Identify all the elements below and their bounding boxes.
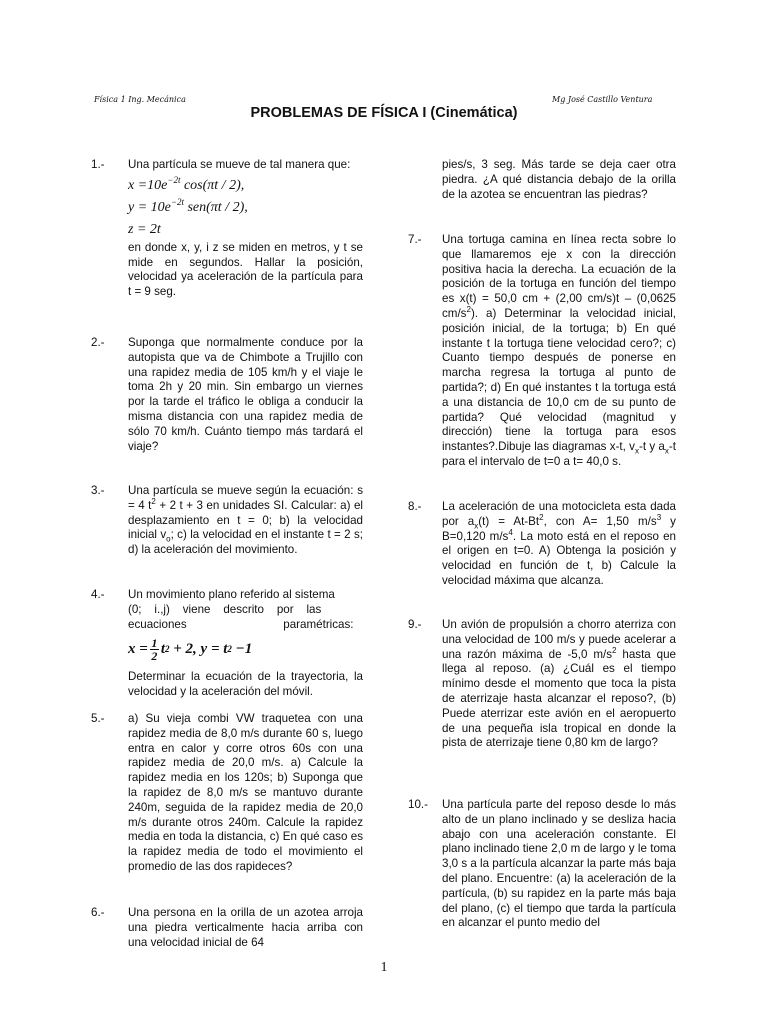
problem-9-text: Un avión de propulsión a chorro aterriza con una velocidad de 100 m/s y puede acelerar a una razón máxima de -5,0 $m/s^2$ hasta que llega al reposo. (a) ¿Cuál es el tiempo mínimo desde el momento que toca la pista de aterrizaje hasta alcanzar el reposo?, (b) Puede aterrizar este avión en el aeropuerto de una pequeña isla tropical en donde la pista de aterrizaje tiene 0,80 km de largo?: [442, 618, 676, 750]
problem-4-intro-3: ecuaciones paramétricas:: [128, 617, 354, 631]
problem-number: 5.-: [91, 712, 105, 725]
problem-10-text: Una partícula parte del reposo desde lo más alto de un plano inclinado y se desliza hacia abajo con una aceleración constante. El plano inclinado tiene 2,0 m de largo y le toma 3,0 s a la partícula alcanzar la parte más baja del plano. Encuentre: (a) la aceleración de la partícula, (b) su rapidez en la parte más baja del plano, (c) el tiempo que tarda la partícula en alcanzar el punto medio del: [442, 798, 676, 930]
header-course: Física 1 Ing. Mecánica: [94, 95, 186, 104]
problem-6-continued: pies/s, 3 seg. Más tarde se deja caer otra piedra. ¿A qué distancia debajo de la orilla de la azotea se encuentran las piedras?: [442, 158, 676, 201]
problem-3-text: Una partícula se mueve según la ecuación: s = 4 $t^2 + 2$ t + 3 en unidades SI. Calcular: a) el desplazamiento en t = 0; b) la velocidad inicial $v_o$; c) la velocidad en el instante t = 2 s; d) la aceleración del movimiento.: [128, 484, 363, 557]
problem-number: 3.-: [91, 484, 105, 497]
problem-number: 7.-: [408, 233, 422, 246]
equation-y: $y = 10e^{-2t}$ sen(πt / 2),: [128, 196, 248, 215]
problem-number: 2.-: [91, 336, 105, 349]
problem-5-text: a) Su vieja combi VW traquetea con una rapidez media de 8,0 m/s durante 60 s, luego entra en calor y corre otros 60s con una rapidez media de 20,0 m/s. a) Calcule la rapidez media en los 120s; b) Suponga que la rapidez de 8,0 m/s se mantuvo durante 240m, seguida de la rapidez media de 20,0 m/s durante otros 240m. Calcule la rapidez media en toda la distancia, c) En qué caso es la rapidez media de todo el movimiento el promedio de las dos rapideces?: [128, 712, 363, 873]
parametric-equation: x = $\frac{1}{2}$ t 2 + 2, y = t 2 −1: [128, 635, 253, 663]
problem-8-text: La aceleración de una motocicleta esta dada por $a_x(t) = At-Bt^2$, con A= 1,50 $m/s^3$ y B=0,120 $m/s^4$. La moto está en el reposo en el origen en t=0. A) Obtenga la posición y velocidad en función de t, b) Calcule la velocidad máxima que alcanza.: [442, 500, 676, 587]
problem-number: 8.-: [408, 500, 422, 513]
problem-number: 10.-: [408, 798, 428, 811]
left-column: [91, 158, 363, 958]
problem-2-text: Suponga que normalmente conduce por la autopista que va de Chimbote a Trujillo con una rapidez media de 105 km/h y el viaje le toma 2h y 20 min. Sin embargo un viernes por la tarde el tráfico le obliga a conducir la misma distancia con una rapidez media de sólo 70 km/h. Cuánto tiempo más tardará el viaje?: [128, 336, 363, 453]
problem-1-text: en donde x, y, i z se miden en metros, y t se mide en segundos. Hallar la posición, velocidad ya aceleración de la partícula para t = 9 seg.: [128, 240, 363, 299]
header-author: Mg José Castillo Ventura: [552, 95, 653, 104]
problem-1-intro: Una partícula se mueve de tal manera que:: [128, 158, 351, 171]
problem-4-text: Determinar la ecuación de la trayectoria, la velocidad y la aceleración del móvil.: [128, 670, 363, 699]
problem-4-intro-1: Un movimiento plano referido al sistema: [128, 588, 335, 601]
equation-z: z = 2t: [128, 221, 161, 237]
problem-number: 6.-: [91, 906, 105, 919]
page-number: 1: [380, 960, 388, 975]
page-title: PROBLEMAS DE FÍSICA I (Cinemática): [250, 105, 518, 121]
problem-number: 9.-: [408, 618, 422, 631]
problem-number: 1.-: [91, 158, 105, 171]
problem-7-text: Una tortuga camina en línea recta sobre lo que llamaremos eje x con la dirección positiva hacia la derecha. La ecuación de la posición de la tortuga en función del tiempo es x(t) = 50,0 cm + (2,00 cm/s)t – (0,0625 $cm/s^2$). a) Determinar la velocidad inicial, posición inicial, de la tortuga; b) En qué instante t la tortuga tiene velocidad cero?; c) Cuanto tiempo después de ponerse en marcha regresa la tortuga al punto de partida?; d) En qué instantes t la tortuga está a una distancia de 10,0 cm de su punto de partida? Qué velocidad (magnitud y dirección) tiene la tortuga para esos instantes?.Dibuje las diagramas x-t, $v_x-t$ y $a_x-t$ para el intervalo de t=0 a t= 40,0 s.: [442, 233, 676, 468]
problem-number: 4.-: [91, 588, 105, 601]
problem-4-intro-2: (0; i.,j) viene descrito por las: [128, 602, 322, 616]
right-column: [408, 158, 676, 958]
equation-x: $x =10e^{-2t}$ cos(πt / 2),: [128, 174, 245, 193]
problem-6-text: Una persona en la orilla de un azotea arroja una piedra verticalmente hacia arriba con una velocidad inicial de 64: [128, 906, 363, 949]
